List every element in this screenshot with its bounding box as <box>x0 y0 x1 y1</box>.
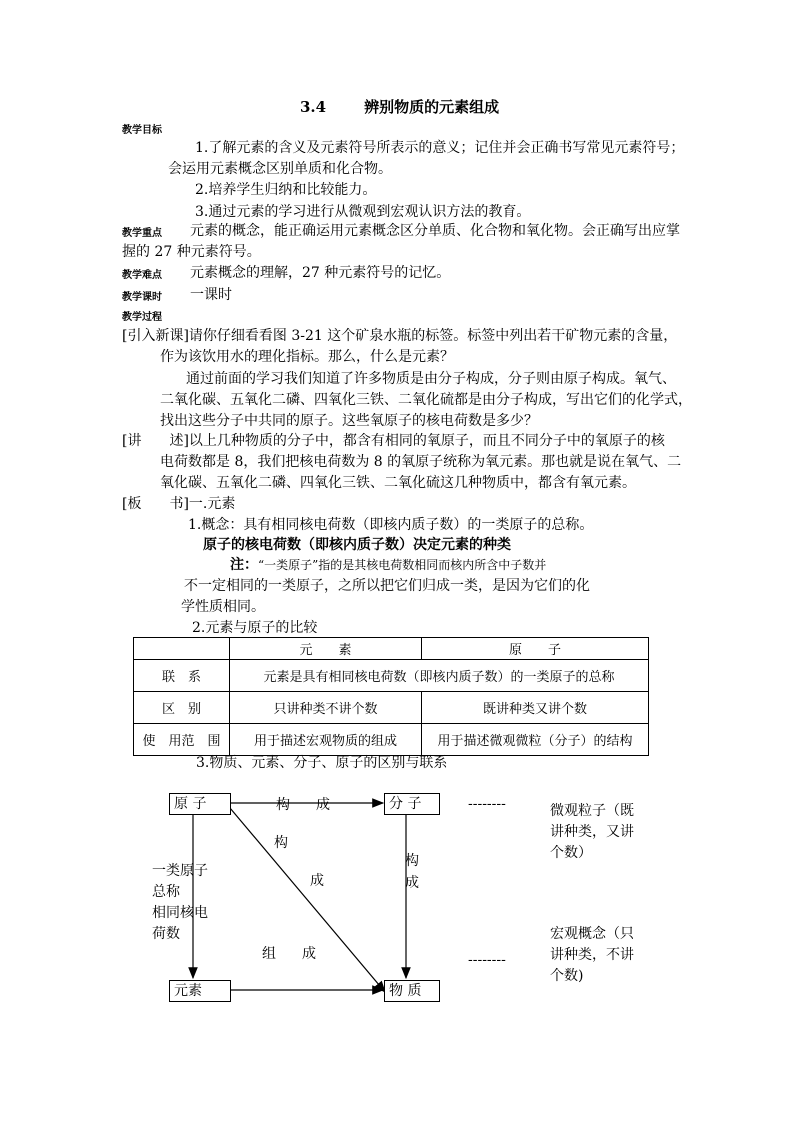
micro-dash: -------- <box>468 796 506 812</box>
key-points-line-2: 握的 27 种元素符号。 <box>122 244 261 260</box>
label-process: 教学过程 <box>122 312 162 323</box>
left-label-line: 一类原子 <box>152 863 208 879</box>
intro-line-2: 作为该饮用水的理化指标。那么，什么是元素？ <box>160 349 454 365</box>
micro-text-line: 个数） <box>550 845 592 861</box>
objective-1-line-1: 1.了解元素的含义及元素符号所表示的意义；记住并会正确书写常见元素符号； <box>195 140 685 156</box>
table-header-cell: 元 素 <box>230 638 422 660</box>
box-molecule: 分 子 <box>384 793 440 815</box>
board-header: [板 书]一.元素 <box>122 496 236 512</box>
objective-1-line-2: 会运用元素概念区别单质和化合物。 <box>168 161 392 177</box>
table-cell: 只讲种类不讲个数 <box>230 692 422 724</box>
difficulties-text: 元素概念的理解，27 种元素符号的记忆。 <box>190 265 451 281</box>
label-right-gou: 构 <box>405 853 419 869</box>
macro-text-line: 讲种类，不讲 <box>550 947 634 963</box>
board-bold-line: 原子的核电荷数（即核内质子数）决定元素的种类 <box>203 537 511 553</box>
table-cell: 既讲种类又讲个数 <box>422 692 649 724</box>
label-top-gou: 构 <box>276 797 290 813</box>
periods-text: 一课时 <box>190 287 232 303</box>
lecture-line-1: [讲 述]以上几种物质的分子中，都含有相同的氧原子，而且不同分子中的氧原子的核 <box>122 433 665 449</box>
intro-line-1: [引入新课]请你仔细看看图 3-21 这个矿泉水瓶的标签。标签中列出若干矿物元素的含量， <box>122 328 678 344</box>
intro-line-3: 通过前面的学习我们知道了许多物质是由分子构成，分子则由原子构成。氧气、 <box>186 371 676 387</box>
arrow-atom-to-substance <box>230 808 385 992</box>
note-line-3: 学性质相同。 <box>181 599 265 615</box>
lecture-line-2: 电荷数都是 8，我们把核电荷数为 8 的氧原子统称为氧元素。那也就是说在氧气、二 <box>160 454 682 470</box>
left-label-line: 相同核电 <box>152 905 208 921</box>
label-bottom-zu: 组 <box>262 946 276 962</box>
label-diag-cheng: 成 <box>310 873 324 889</box>
table-cell: 用于描述微观微粒（分子）的结构 <box>422 724 649 756</box>
table-cell: 元素是具有相同核电荷数（即核内质子数）的一类原子的总称 <box>230 660 649 692</box>
key-points-line-1: 元素的概念，能正确运用元素概念区分单质、化合物和氧化物。会正确写出应掌 <box>190 223 680 239</box>
table-header-cell: 原 子 <box>422 638 649 660</box>
label-periods: 教学课时 <box>122 292 162 303</box>
table-cell: 用于描述宏观物质的组成 <box>230 724 422 756</box>
box-atom: 原 子 <box>169 793 231 815</box>
objective-3: 3.通过元素的学习进行从微观到宏观认识方法的教育。 <box>195 204 531 220</box>
note-text: “一类原子”指的是其核电荷数相同而核内所含中子数并 <box>258 558 547 572</box>
label-bottom-cheng: 成 <box>302 946 316 962</box>
table-cell: 区 别 <box>134 692 230 724</box>
micro-text-line: 微观粒子（既 <box>550 803 634 819</box>
left-label-line: 总称 <box>152 884 180 900</box>
macro-dash: -------- <box>468 952 506 968</box>
label-objectives: 教学目标 <box>122 125 162 136</box>
note-label: 注： <box>230 557 258 573</box>
note-line-2: 不一定相同的一类原子，之所以把它们归成一类，是因为它们的化 <box>184 578 590 594</box>
objective-2: 2.培养学生归纳和比较能力。 <box>195 182 377 198</box>
box-element: 元素 <box>169 980 231 1002</box>
title-number: 3.4 <box>300 98 327 116</box>
label-key-points: 教学重点 <box>122 228 162 239</box>
micro-text-line: 讲种类，又讲 <box>550 824 634 840</box>
table-cell: 使 用范 围 <box>134 724 230 756</box>
section-2-title: 2.元素与原子的比较 <box>192 620 318 636</box>
macro-text-line: 个数) <box>550 968 584 984</box>
macro-text-line: 宏观概念（只 <box>550 926 634 942</box>
left-label-line: 荷数 <box>152 926 180 942</box>
title-text: 辨别物质的元素组成 <box>364 98 500 116</box>
label-diag-gou: 构 <box>274 835 288 851</box>
lecture-line-3: 氧化碳、五氧化二磷、四氧化三铁、二氧化硫这几种物质中，都含有氧元素。 <box>160 475 636 491</box>
box-substance: 物 质 <box>384 980 440 1002</box>
label-right-cheng: 成 <box>405 875 419 891</box>
intro-line-4: 二氧化碳、五氧化二磷、四氧化三铁、二氧化硫都是由分子构成，写出它们的化学式， <box>160 392 692 408</box>
label-top-cheng: 成 <box>316 797 330 813</box>
table-cell: 联 系 <box>134 660 230 692</box>
label-difficulties: 教学难点 <box>122 270 162 281</box>
board-concept: 1.概念：具有相同核电荷数（即核内质子数）的一类原子的总称。 <box>188 517 594 533</box>
intro-line-5: 找出这些分子中共同的原子。这些氧原子的核电荷数是多少？ <box>160 413 538 429</box>
section-3-title: 3.物质、元素、分子、原子的区别与联系 <box>196 755 448 771</box>
